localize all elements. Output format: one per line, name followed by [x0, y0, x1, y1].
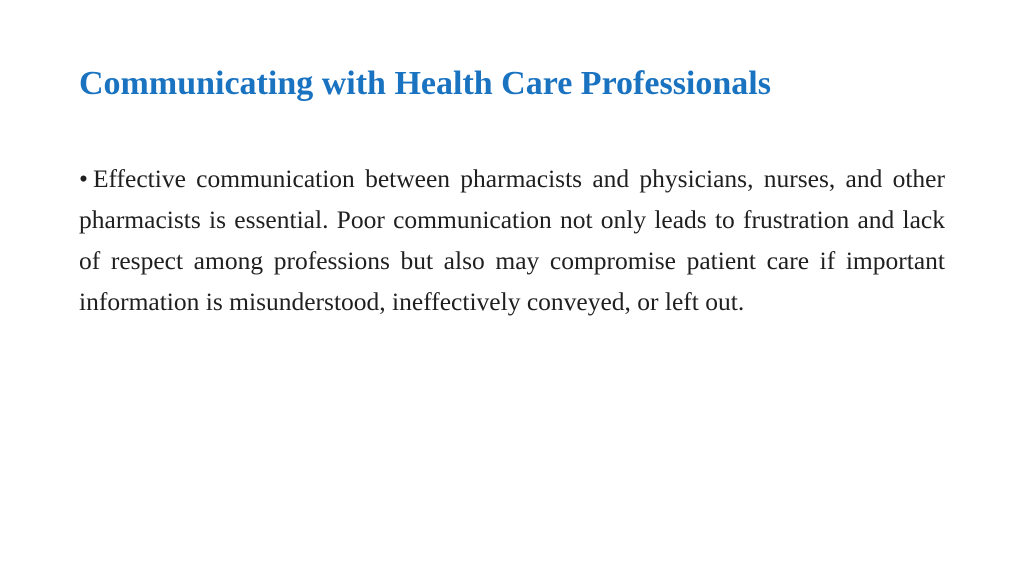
slide-title: Communicating with Health Care Professionals [79, 65, 771, 102]
bullet-paragraph [79, 158, 945, 322]
bullet-icon: • [79, 164, 88, 193]
bullet-text: Effective communication between pharmacists and physicians, nurses, and other pharmacists is essential. Poor communication not only leads to frustration and lack of respect among professions but also may compromise patient care if important information is misunderstood, ineffectively conveyed, or left out. [79, 164, 945, 316]
